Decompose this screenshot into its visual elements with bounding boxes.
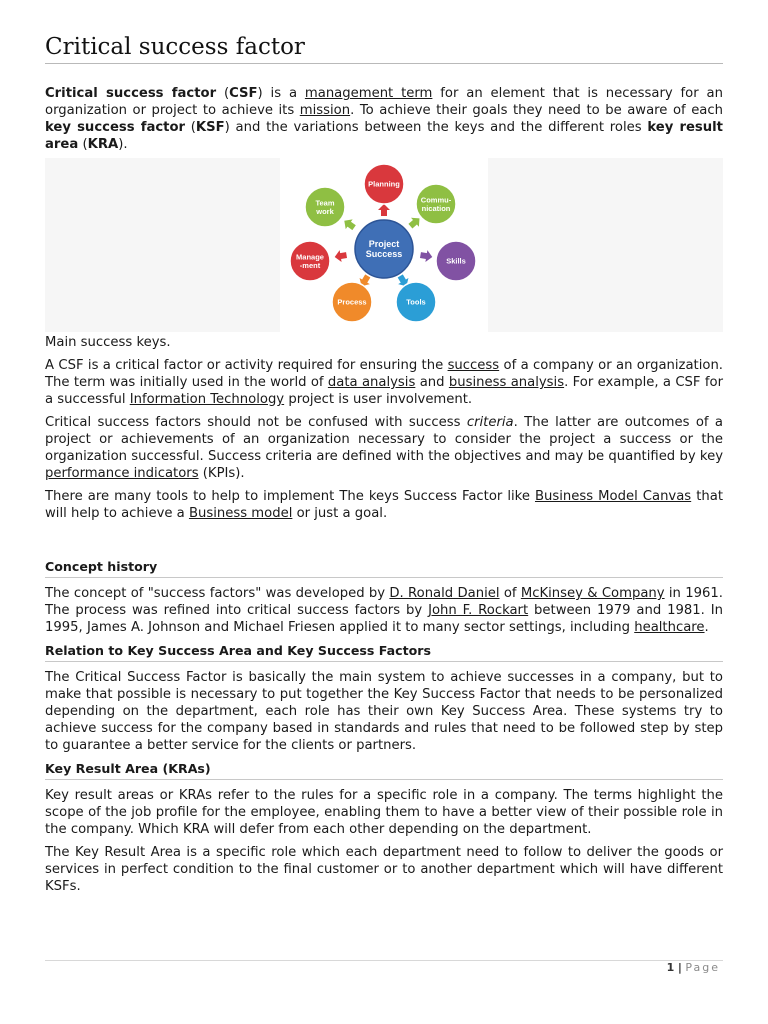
diagram-svg xyxy=(280,158,488,332)
text-run: . xyxy=(123,137,128,152)
diagram-node-label: Manage -ment xyxy=(296,252,324,270)
term-kra: key result area xyxy=(45,120,723,152)
text-run: that will help to achieve a xyxy=(45,489,723,521)
document-page xyxy=(45,34,723,895)
page-title: Critical success factor xyxy=(45,34,723,64)
abbr-ksf: KSF xyxy=(195,120,225,135)
diagram-node-label: Commu-nication xyxy=(420,195,452,213)
text-run: between 1979 and 1981. In 1995, James A. Johnson and Michael Friesen applied it to many sector settings, including xyxy=(45,603,724,635)
text-run: (KPIs). xyxy=(198,466,245,481)
link-data-analysis[interactable]: data analysis xyxy=(327,375,416,390)
link-mission[interactable]: mission xyxy=(299,103,351,118)
diagram-arrow xyxy=(334,249,348,263)
link-business-model[interactable]: Business model xyxy=(188,506,293,521)
relation-paragraph: The Critical Success Factor is basically the main system to achieve successes in a company, but to make that possible is necessary to put together the Key Success Factor that needs to be personalized depending on the department, each role has their own Key Success Area. These systems try to achieve success for the company based in standards and rules that need to be followed step by step to guarantee a better service for the clients or partners. xyxy=(45,670,723,753)
page-footer xyxy=(667,961,720,974)
link-mckinsey[interactable]: McKinsey & Company xyxy=(520,586,665,601)
abbr-kra: KRA xyxy=(87,137,119,152)
diagram-node-label: Team work xyxy=(315,198,335,216)
text-run: . xyxy=(704,620,709,635)
link-ronald-daniel[interactable]: D. Ronald Daniel xyxy=(389,586,500,601)
heading-key-result-area: Key Result Area (KRAs) xyxy=(45,761,723,780)
criteria-paragraph xyxy=(45,414,723,482)
text-run: . The latter are outcomes of a project or achievements of an organization necessary to consider the project a success or the organization successful. Success criteria are defined with the objectives and may be quantified by key xyxy=(45,415,723,464)
kra-paragraph-2: The Key Result Area is a specific role which each department need to follow to deliver the goods or services in perfect condition to the final customer or to another department which will have different KSFs. xyxy=(45,845,723,894)
diagram-node-label: Planning xyxy=(368,179,400,189)
diagram-node-label: Tools xyxy=(406,297,426,307)
heading-concept-history: Concept history xyxy=(45,559,723,578)
link-john-rockart[interactable]: John F. Rockart xyxy=(428,603,529,618)
term-csf: Critical success factor xyxy=(45,86,217,101)
diagram-node-label: Process xyxy=(337,297,367,307)
csf-definition-paragraph xyxy=(45,357,723,408)
intro-paragraph: Critical success factor (CSF) is a management term for an element that is necessary for an organization or project to achieve its mission. To achieve their goals they need to be aware of each key success factor (KSF) and the variations between the keys and the different roles key result area (KRA). xyxy=(45,86,723,152)
em-criteria: criteria xyxy=(466,415,514,430)
text-run: of a company or an organization. The term was initially used in the world of xyxy=(45,358,723,390)
link-success[interactable]: success xyxy=(447,358,500,373)
text-run: . For example, a CSF for a successful xyxy=(45,375,723,407)
diagram-arrow xyxy=(378,204,390,216)
center-node-label: Project Success xyxy=(365,239,403,260)
text-run: Critical success factors should not be confused with success xyxy=(45,415,467,430)
abbr-csf: CSF xyxy=(229,86,258,101)
footer-divider xyxy=(45,960,723,961)
tools-paragraph xyxy=(45,488,723,522)
text-run: The concept of "success factors" was developed by xyxy=(45,586,390,601)
text-run: in 1961. The process was refined into critical success factors by xyxy=(45,586,723,618)
link-management-term[interactable]: management term xyxy=(304,86,433,101)
page-number: 1 xyxy=(666,961,675,974)
footer-separator: | xyxy=(677,961,682,974)
term-ksf: key success factor xyxy=(45,120,186,135)
diagram-arrow xyxy=(341,216,358,233)
text-run: . To achieve their goals they need to be aware of each xyxy=(350,103,723,118)
link-healthcare[interactable]: healthcare xyxy=(634,620,705,635)
link-performance-indicators[interactable]: performance indicators xyxy=(45,466,199,481)
figure-caption: Main success keys. xyxy=(45,335,171,350)
text-run: project is user involvement. xyxy=(284,392,473,407)
concept-history-paragraph xyxy=(45,585,723,636)
text-run: of xyxy=(499,586,521,601)
link-business-analysis[interactable]: business analysis xyxy=(448,375,565,390)
link-information-technology[interactable]: Information Technology xyxy=(129,392,285,407)
diagram-arrow xyxy=(419,249,433,263)
link-business-model-canvas[interactable]: Business Model Canvas xyxy=(534,489,692,504)
kra-paragraph-1: Key result areas or KRAs refer to the rules for a specific role in a company. The terms highlight the scope of the job profile for the employee, enabling them to have a better view of their possible role in the company. Which KRA will defer from each other depending on the department. xyxy=(45,788,723,837)
figure-area xyxy=(45,158,723,332)
text-run: for an element that is necessary for an organization or project to achieve its xyxy=(45,86,723,118)
text-run: A CSF is a critical factor or activity required for ensuring the xyxy=(45,358,448,373)
page-label: Page xyxy=(685,961,720,974)
heading-relation: Relation to Key Success Area and Key Success Factors xyxy=(45,643,723,662)
diagram-node-label: Skills xyxy=(446,256,466,266)
text-run: and the variations between the keys and the different roles xyxy=(229,120,648,135)
text-run: or just a goal. xyxy=(292,506,388,521)
text-run: is a xyxy=(262,86,305,101)
text-run: and xyxy=(415,375,449,390)
success-keys-diagram xyxy=(280,158,488,332)
text-run: There are many tools to help to implement The keys Success Factor like xyxy=(45,489,535,504)
